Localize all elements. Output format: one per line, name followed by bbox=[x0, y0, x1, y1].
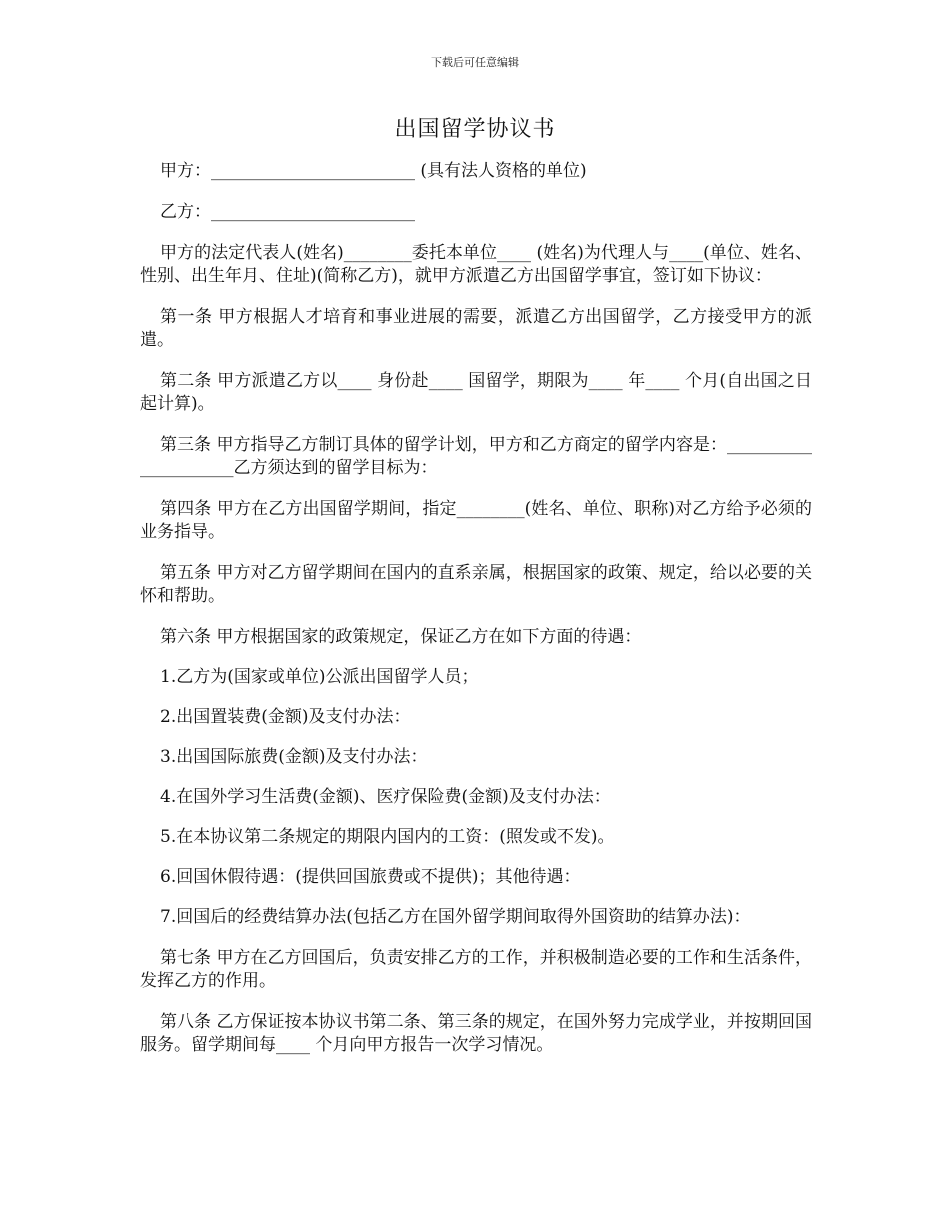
article-6-item-3: 3.出国国际旅费(金额)及支付办法： bbox=[160, 747, 428, 767]
article-1: 第一条 甲方根据人才培育和事业进展的需要，派遣乙方出国留学，乙方接受甲方的派遣。 bbox=[140, 307, 812, 350]
party-b-line: 乙方：________________________ bbox=[160, 202, 415, 222]
document-title: 出国留学协议书 bbox=[394, 117, 556, 142]
article-6-item-4: 4.在国外学习生活费(金额)、医疗保险费(金额)及支付办法： bbox=[160, 787, 611, 807]
article-7: 第七条 甲方在乙方回国后，负责安排乙方的工作，并积极制造必要的工作和生活条件，发挥乙方的作用。 bbox=[140, 948, 812, 991]
party-a-line: 甲方：________________________ (具有法人资格的单位) bbox=[160, 161, 587, 181]
article-4: 第四条 甲方在乙方出国留学期间，指定________(姓名、单位、职称)对乙方给予必须的业务指导。 bbox=[140, 499, 812, 542]
article-2: 第二条 甲方派遣乙方以____ 身份赴____ 国留学，期限为____ 年____ 个月(自出国之日起计算)。 bbox=[140, 371, 812, 414]
intro-paragraph: 甲方的法定代表人(姓名)________委托本单位____ (姓名)为代理人与____(单位、姓名、性别、出生年月、住址)(简称乙方)，就甲方派遣乙方出国留学事宜，签订如下协议： bbox=[140, 243, 812, 286]
article-6-item-2: 2.出国置装费(金额)及支付办法： bbox=[160, 707, 411, 727]
article-6-item-6: 6.回国休假待遇：(提供回国旅费或不提供)；其他待遇： bbox=[160, 867, 581, 887]
article-6-item-7: 7.回国后的经费结算办法(包括乙方在国外留学期间取得外国资助的结算办法)： bbox=[160, 907, 751, 927]
article-6-item-5: 5.在本协议第二条规定的期限内国内的工资：(照发或不发)。 bbox=[160, 827, 615, 847]
header-note: 下载后可任意编辑 bbox=[431, 56, 519, 69]
article-8: 第八条 乙方保证按本协议书第二条、第三条的规定，在国外努力完成学业，并按期回国服务。留学期间每____ 个月向甲方报告一次学习情况。 bbox=[140, 1012, 812, 1055]
article-5: 第五条 甲方对乙方留学期间在国内的直系亲属，根据国家的政策、规定，给以必要的关怀和帮助。 bbox=[140, 563, 812, 606]
article-3: 第三条 甲方指导乙方制订具体的留学计划，甲方和乙方商定的留学内容是：_____________________乙方须达到的留学目标为： bbox=[140, 435, 812, 478]
document-body bbox=[140, 160, 812, 1075]
article-6: 第六条 甲方根据国家的政策规定，保证乙方在如下方面的待遇： bbox=[160, 627, 642, 647]
article-6-item-1: 1.乙方为(国家或单位)公派出国留学人员； bbox=[160, 667, 479, 687]
